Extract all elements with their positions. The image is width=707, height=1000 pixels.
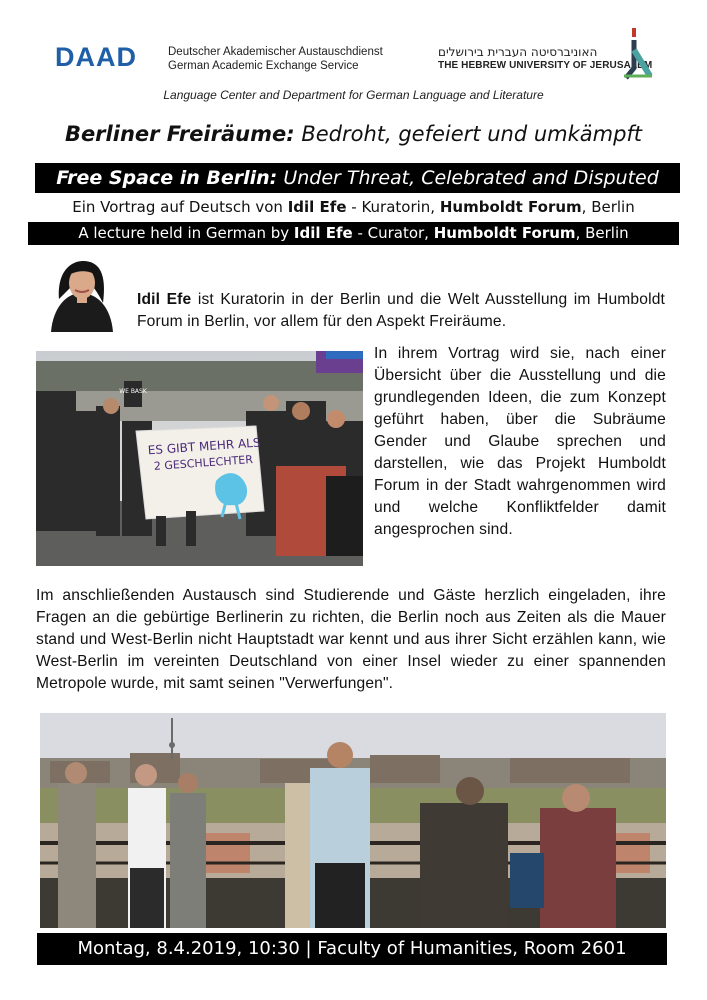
organizer-line: Language Center and Department for German Language and Literature	[163, 88, 544, 102]
speaker-portrait	[37, 259, 126, 332]
demonstration-photo	[36, 351, 363, 566]
subtitle-english-venue: Humboldt Forum	[433, 224, 576, 242]
subtitle-english-suffix: , Berlin	[575, 224, 629, 242]
daad-name-de: Deutscher Akademischer Austauschdienst	[168, 46, 383, 58]
title-german-bold: Berliner Freiräume:	[64, 122, 295, 146]
intro-speaker-name: Idil Efe	[137, 291, 192, 308]
title-german-rest: Bedroht, gefeiert und umkämpft	[294, 122, 643, 146]
huji-name-he: האוניברסיטה העברית בירושלים	[438, 45, 598, 59]
subtitle-german-speaker: Idil Efe	[287, 198, 347, 216]
subtitle-german-prefix: Ein Vortrag auf Deutsch von	[72, 198, 288, 216]
subtitle-german-suffix: , Berlin	[581, 198, 635, 216]
intro-paragraph	[137, 289, 665, 333]
subtitle-german	[0, 198, 707, 216]
daad-logo: DAAD	[55, 42, 137, 72]
title-german	[0, 122, 707, 146]
intro-text: ist Kuratorin in der Berlin und die Welt Ausstellung im Humboldt Forum in Berlin, vor allem für den Aspekt Freiräume.	[137, 291, 665, 330]
exchange-paragraph: Im anschließenden Austausch sind Studierende und Gäste herzlich eingeladen, ihre Fragen an die gebürtige Berlinerin zu richten, die Berlin noch aus Zeiten als die Mauer stand und West-Berlin nicht Hauptstadt war kennt und aus ihrer Sicht erzählen kann, wie West-Berlin im vereinten Deutschland von einer Insel wieder zu einer spannenden Metropole wurde, mit samt seinen "Verwerfungen".	[36, 587, 666, 692]
huji-name	[438, 45, 652, 73]
title-english-bold: Free Space in Berlin:	[56, 167, 278, 189]
lecture-paragraph: In ihrem Vortrag wird sie, nach einer Übersicht über die Ausstellung und die grundlegenden Ideen, die zum Konzept geführt haben, über die Subräume Gender und Glaube sprechen und darstellen, wie das Projekt Humboldt Forum in der Stadt wahrgenommen wird und welche Konfliktfelder damit angesprochen sind.	[374, 345, 666, 538]
subtitle-english-prefix: A lecture held in German by	[78, 224, 294, 242]
subtitle-english-mid: - Curator,	[352, 224, 434, 242]
banner-line-2: 2 GESCHLECHTER	[153, 453, 254, 473]
banner-line-1: ES GIBT MEHR ALS	[147, 435, 261, 458]
sign-text: WE BASK	[119, 388, 147, 395]
title-english-rest: Under Threat, Celebrated and Disputed	[277, 167, 659, 189]
subtitle-german-mid: - Kuratorin,	[346, 198, 440, 216]
huji-name-en: THE HEBREW UNIVERSITY OF JERUSALEM	[438, 60, 653, 71]
subtitle-english	[28, 222, 679, 245]
subtitle-english-speaker: Idil Efe	[293, 224, 353, 242]
daad-name	[168, 45, 383, 73]
berlin-wall-photo	[40, 713, 666, 928]
title-english	[35, 163, 680, 193]
daad-name-en: German Academic Exchange Service	[168, 60, 359, 72]
huji-logo-icon	[622, 28, 654, 84]
event-details: Montag, 8.4.2019, 10:30 | Faculty of Humanities, Room 2601	[37, 933, 667, 965]
subtitle-german-venue: Humboldt Forum	[439, 198, 582, 216]
